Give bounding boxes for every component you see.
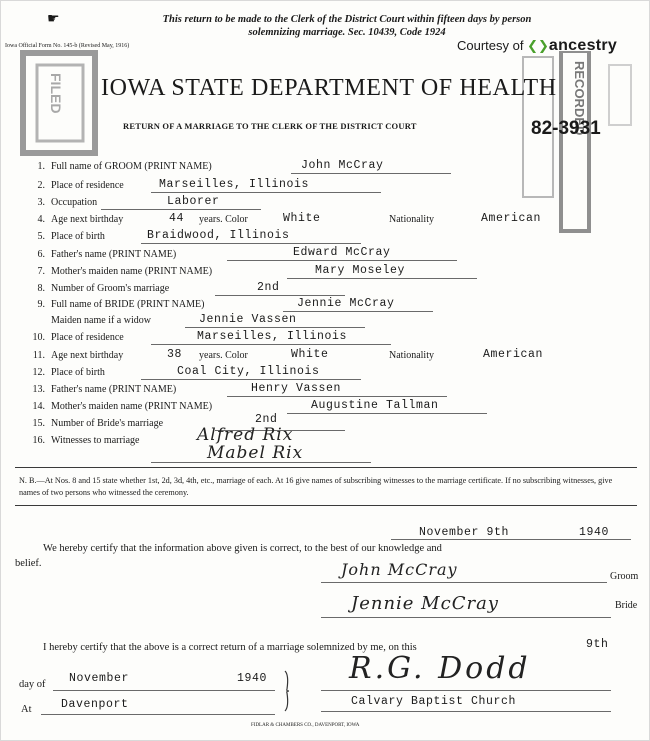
witness-2-signature: Mabel Rix: [207, 443, 304, 463]
bride-color-value: White: [291, 348, 329, 361]
filing-notice-line-1: This return to be made to the Clerk of the District Court within fifteen days by person: [162, 14, 532, 25]
row-bride-residence: 10. Place of residence: [32, 332, 124, 343]
svg-text:FILED: FILED: [48, 73, 64, 114]
row-groom-mother: 7. Mother's maiden name (PRINT NAME): [37, 266, 213, 277]
groom-nationality-label: Nationality: [389, 214, 434, 225]
row-groom-marriage-number: 8. Number of Groom's marriage: [37, 283, 170, 294]
groom-color-label: years. Color: [199, 214, 248, 225]
svg-text:RECORDED: RECORDED: [572, 61, 587, 136]
bride-nationality-value: American: [483, 348, 544, 361]
groom-label: Groom: [610, 571, 639, 582]
row-groom-age: 4. Age next birthday: [37, 214, 124, 225]
row-groom-father: 6. Father's name (PRINT NAME): [37, 249, 177, 260]
form-number: Iowa Official Form No. 145-b (Revised May, 1916): [5, 43, 130, 49]
groom-nationality-value: American: [481, 212, 542, 225]
place-value: Davenport: [61, 698, 129, 711]
groom-residence-value: Marseilles, Illinois: [159, 178, 310, 191]
row-bride-mother: 14. Mother's maiden name (PRINT NAME): [32, 401, 213, 412]
groom-occupation-value: Laborer: [167, 195, 220, 208]
pointing-hand-icon: ☛: [47, 12, 60, 27]
bride-father-value: Henry Vassen: [251, 382, 342, 395]
row-bride-marriage-number: 15. Number of Bride's marriage: [32, 418, 164, 429]
row-groom-occupation: 3. Occupation: [37, 197, 98, 208]
bride-age-value: 38: [167, 348, 183, 361]
row-bride-birthplace: 12. Place of birth: [32, 367, 105, 378]
bride-label: Bride: [615, 600, 638, 611]
groom-mother-value: Mary Moseley: [315, 264, 406, 277]
courtesy-ancestry: [457, 37, 617, 55]
bride-signature: Jennie McCray: [351, 593, 499, 614]
courtesy-label: Courtesy of: [457, 38, 524, 53]
brace-icon: [283, 669, 291, 713]
row-bride-maiden-name: Maiden name if a widow: [51, 315, 151, 326]
ancestry-leaf-icon: ❮❯: [527, 38, 549, 53]
groom-color-value: White: [283, 212, 321, 225]
groom-age-value: 44: [169, 212, 185, 225]
certify-statement-line-1: We hereby certify that the information above given is correct, to the best of our knowledge and: [43, 543, 442, 554]
filing-notice-line-2: solemnizing marriage. Sec. 10439, Code 1924: [248, 27, 446, 38]
groom-signature: John McCray: [341, 560, 458, 579]
officiant-day: 9th: [586, 638, 609, 651]
row-groom-birthplace: 5. Place of birth: [37, 231, 105, 242]
row-bride-name: 9. Full name of BRIDE (PRINT NAME): [37, 299, 205, 310]
month-value: November: [69, 672, 130, 685]
year-value: 1940: [237, 672, 268, 685]
certification-year: 1940: [579, 526, 610, 539]
instructions-note: N. B.—At Nos. 8 and 15 state whether 1st, 2d, 3d, 4th, etc., marriage of each. At 16 give names of subscribing witnesses to the marriage certificate. If no subscribing witnesses, give names of two persons who witnessed the ceremony.: [19, 476, 613, 497]
bride-maiden-name-value: Jennie Vassen: [199, 313, 297, 326]
certification-date: November 9th: [419, 526, 510, 539]
filed-stamp: [15, 43, 115, 163]
groom-marriage-number-value: 2nd: [257, 281, 280, 294]
bride-color-label: years. Color: [199, 350, 248, 361]
day-of-label: day of: [19, 679, 46, 690]
witness-1-signature: Alfred Rix: [197, 425, 294, 445]
bride-residence-value: Marseilles, Illinois: [197, 330, 348, 343]
row-groom-residence: 2. Place of residence: [37, 180, 124, 191]
row-bride-father: 13. Father's name (PRINT NAME): [32, 384, 177, 395]
church-name: Calvary Baptist Church: [351, 695, 517, 708]
document-subtitle: RETURN OF A MARRIAGE TO THE CLERK OF THE DISTRICT COURT: [123, 121, 417, 131]
filing-notice: [77, 13, 617, 39]
row-groom-name: 1. Full name of GROOM (PRINT NAME): [37, 161, 212, 172]
groom-name-value: John McCray: [301, 159, 384, 172]
document-title: IOWA STATE DEPARTMENT OF HEALTH: [101, 75, 557, 101]
bride-nationality-label: Nationality: [389, 350, 434, 361]
officiant-signature: R.G. Dodd: [349, 651, 531, 686]
row-witnesses: 16. Witnesses to marriage: [32, 435, 140, 446]
row-bride-age: 11. Age next birthday: [32, 350, 124, 361]
certificate-number: 82-3931: [531, 118, 601, 139]
at-label: At: [21, 704, 32, 715]
certify-statement-line-2: belief.: [15, 558, 42, 569]
groom-birthplace-value: Braidwood, Illinois: [147, 229, 290, 242]
ancestry-brand: ancestry: [548, 37, 618, 54]
groom-father-value: Edward McCray: [293, 246, 391, 259]
bride-birthplace-value: Coal City, Illinois: [177, 365, 320, 378]
bride-marriage-number-value: 2nd: [255, 413, 278, 426]
bride-mother-value: Augustine Tallman: [311, 399, 439, 412]
bride-name-value: Jennie McCray: [297, 297, 395, 310]
printer-imprint: FIDLAR & CHAMBERS CO., DAVENPORT, IOWA: [251, 723, 360, 728]
officiant-statement: I hereby certify that the above is a correct return of a marriage solemnized by me, on this: [43, 642, 417, 653]
